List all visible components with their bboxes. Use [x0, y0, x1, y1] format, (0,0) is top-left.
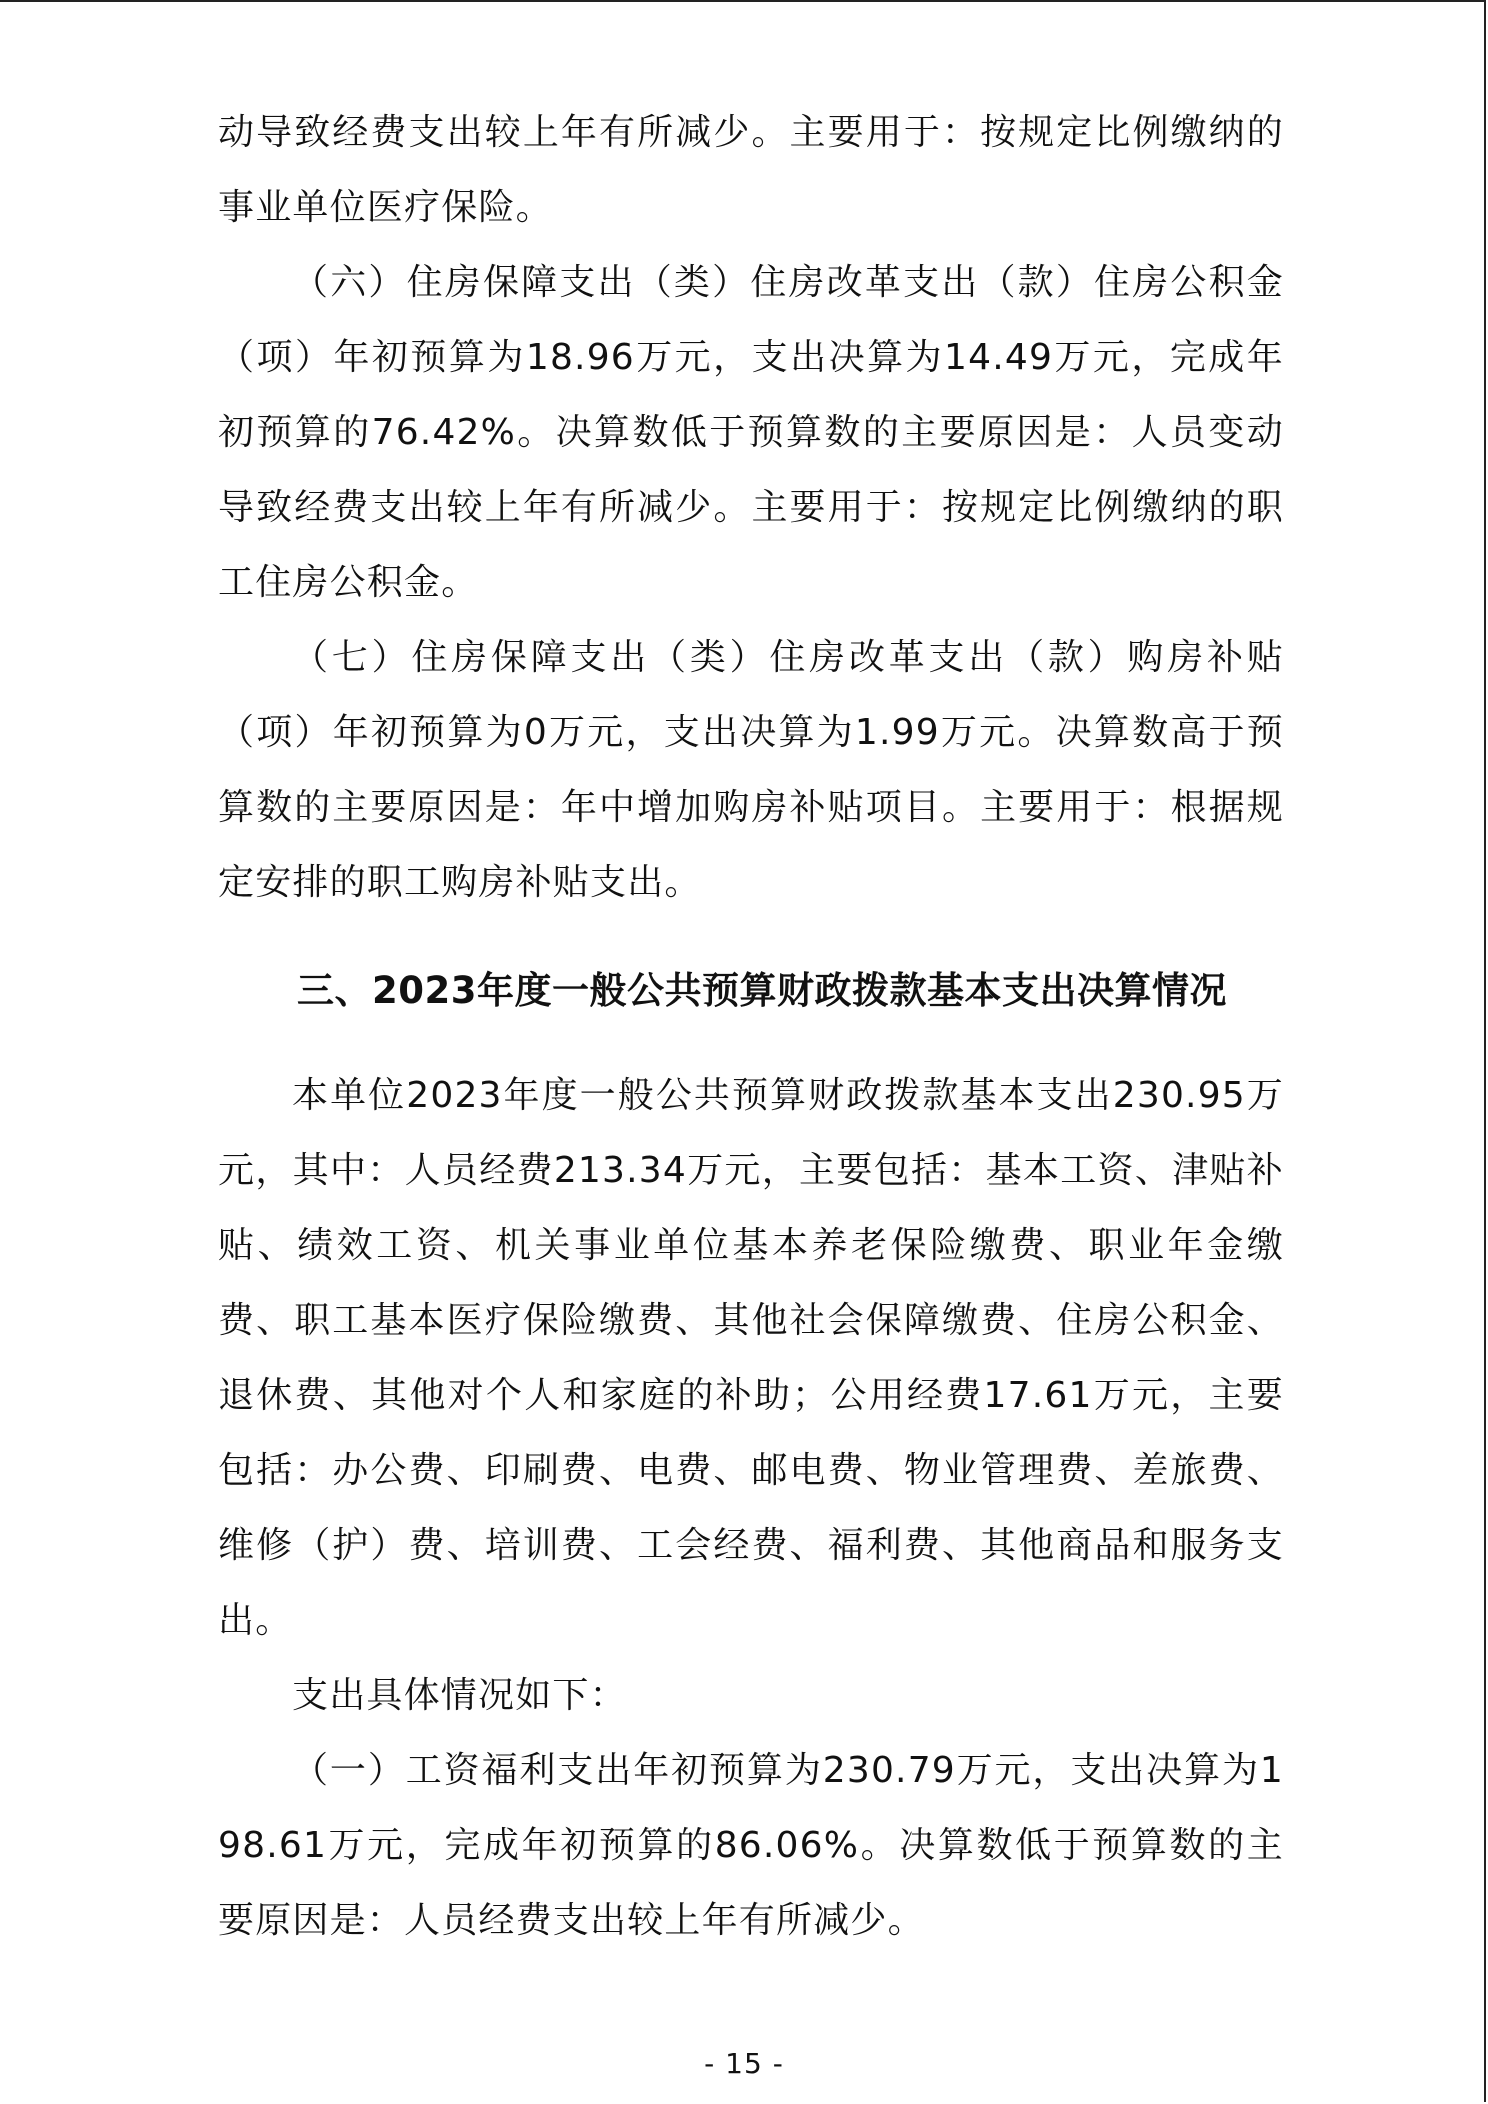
document-body [218, 95, 1284, 1958]
page-number: - 15 - [704, 2047, 784, 2080]
section-heading: 三、2023年度一般公共预算财政拨款基本支出决算情况 [297, 969, 1227, 1012]
paragraph-medical-insurance-end: 动导致经费支出较上年有所减少。主要用于：按规定比例缴纳的事业单位医疗保险。 [218, 112, 1284, 228]
paragraph-housing-subsidy: （七）住房保障支出（类）住房改革支出（款）购房补贴（项）年初预算为0万元，支出决算为1.99万元。决算数高于预算数的主要原因是：年中增加购房补贴项目。主要用于：根据规定安排的职工购房补贴支出。 [218, 637, 1284, 903]
paragraph-details-intro: 支出具体情况如下： [292, 1675, 627, 1716]
paragraph-salary-welfare: （一）工资福利支出年初预算为230.79万元，支出决算为198.61万元，完成年初预算的86.06%。决算数低于预算数的主要原因是：人员经费支出较上年有所减少。 [218, 1750, 1284, 1941]
paragraph-housing-provident-fund: （六）住房保障支出（类）住房改革支出（款）住房公积金（项）年初预算为18.96万元，支出决算为14.49万元，完成年初预算的76.42%。决算数低于预算数的主要原因是：人员变动导致经费支出较上年有所减少。主要用于：按规定比例缴纳的职工住房公积金。 [218, 262, 1284, 603]
paragraph-basic-expenditure-summary: 本单位2023年度一般公共预算财政拨款基本支出230.95万元，其中：人员经费213.34万元，主要包括：基本工资、津贴补贴、绩效工资、机关事业单位基本养老保险缴费、职业年金缴费、职工基本医疗保险缴费、其他社会保障缴费、住房公积金、退休费、其他对个人和家庭的补助；公用经费17.61万元，主要包括：办公费、印刷费、电费、邮电费、物业管理费、差旅费、维修（护）费、培训费、工会经费、福利费、其他商品和服务支出。 [218, 1075, 1284, 1641]
